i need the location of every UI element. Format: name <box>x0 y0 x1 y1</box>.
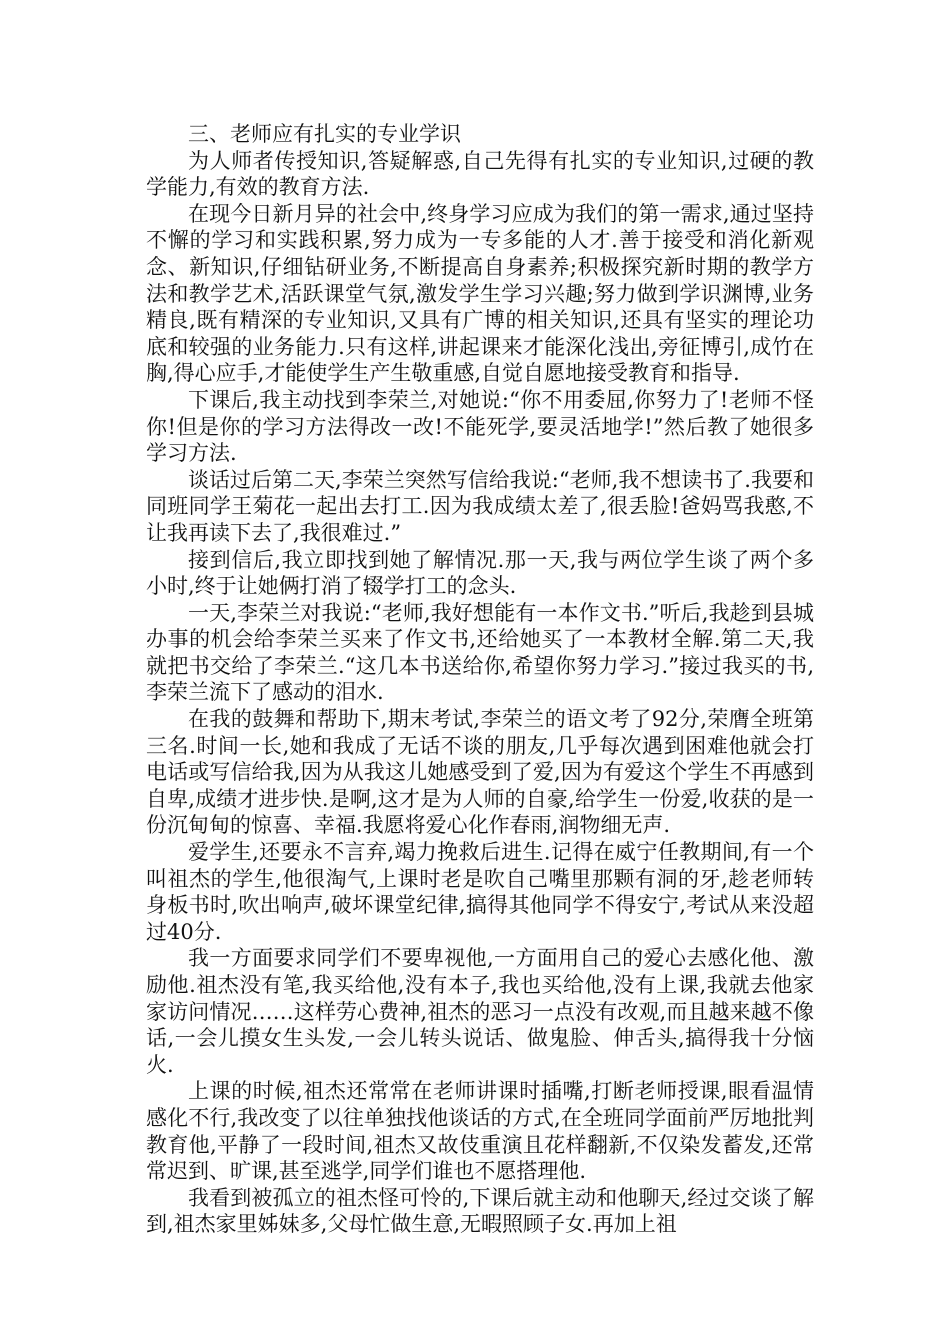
paragraph: 爱学生,还要永不言弃,竭力挽救后进生.记得在威宁任教期间,有一个叫祖杰的学生,他很淘气,上课时老是吹自己嘴里那颗有洞的牙,趁老师转身板书时,吹出响声,破坏课堂纪律,搞得其他同学不得安宁,考试从来没超过40分. <box>146 840 814 944</box>
paragraph: 为人师者传授知识,答疑解惑,自己先得有扎实的专业知识,过硬的教学能力,有效的教育方法. <box>146 148 814 200</box>
paragraph: 在我的鼓舞和帮助下,期末考试,李荣兰的语文考了92分,荣膺全班第三名.时间一长,她和我成了无话不谈的朋友,几乎每次遇到困难他就会打电话或写信给我,因为从我这儿她感受到了爱,因为有爱这个学生不再感到自卑,成绩才进步快.是啊,这才是为人师的自豪,给学生一份爱,收获的是一份沉甸甸的惊喜、幸福.我愿将爱心化作春雨,润物细无声. <box>146 707 814 838</box>
paragraph: 我看到被孤立的祖杰怪可怜的,下课后就主动和他聊天,经过交谈了解到,祖杰家里姊妹多,父母忙做生意,无暇照顾子女.再加上祖 <box>146 1185 814 1237</box>
document-body <box>146 121 814 1238</box>
paragraph: 一天,李荣兰对我说:“老师,我好想能有一本作文书.”听后,我趁到县城办事的机会给李荣兰买来了作文书,还给她买了一本教材全解.第二天,我就把书交给了李荣兰.“这几本书送给你,希望你努力学习.”接过我买的书,李荣兰流下了感动的泪水. <box>146 600 814 705</box>
paragraph: 下课后,我主动找到李荣兰,对她说:“你不用委屈,你努力了!老师不怪你!但是你的学习方法得改一改!不能死学,要灵活地学!”然后教了她很多学习方法. <box>146 387 814 466</box>
paragraph: 接到信后,我立即找到她了解情况.那一天,我与两位学生谈了两个多小时,终于让她俩打消了辍学打工的念头. <box>146 547 814 599</box>
section-heading: 三、老师应有扎实的专业学识 <box>188 122 461 146</box>
paragraph: 在现今日新月异的社会中,终身学习应成为我们的第一需求,通过坚持不懈的学习和实践积累,努力成为一专多能的人才.善于接受和消化新观念、新知识,仔细钻研业务,不断提高自身素养;积极探究新时期的教学方法和教学艺术,活跃课堂气氛,激发学生学习兴趣;努力做到学识渊博,业务精良,既有精深的专业知识,又具有广博的相关知识,还具有坚实的理论功底和较强的业务能力.只有这样,讲起课来才能深化浅出,旁征博引,成竹在胸,得心应手,才能使学生产生敬重感,自觉自愿地接受教育和指导. <box>146 201 814 386</box>
paragraph: 上课的时候,祖杰还常常在老师讲课时插嘴,打断老师授课,眼看温情感化不行,我改变了以往单独找他谈话的方式,在全班同学面前严厉地批判教育他,平静了一段时间,祖杰又故伎重演且花样翻新,不仅染发蓄发,还常常迟到、旷课,甚至逃学,同学们谁也不愿搭理他. <box>146 1079 814 1184</box>
paragraph: 我一方面要求同学们不要卑视他,一方面用自己的爱心去感化他、激励他.祖杰没有笔,我买给他,没有本子,我也买给他,没有上课,我就去他家家访问情况……这样劳心费神,祖杰的恶习一点没有改观,而且越来越不像话,一会儿摸女生头发,一会儿转头说话、做鬼脸、伸舌头,搞得我十分恼火. <box>146 946 814 1077</box>
paragraph: 谈话过后第二天,李荣兰突然写信给我说:“老师,我不想读书了.我要和同班同学王菊花一起出去打工.因为我成绩太差了,很丢脸!爸妈骂我憨,不让我再读下去了,我很难过.” <box>146 467 814 545</box>
